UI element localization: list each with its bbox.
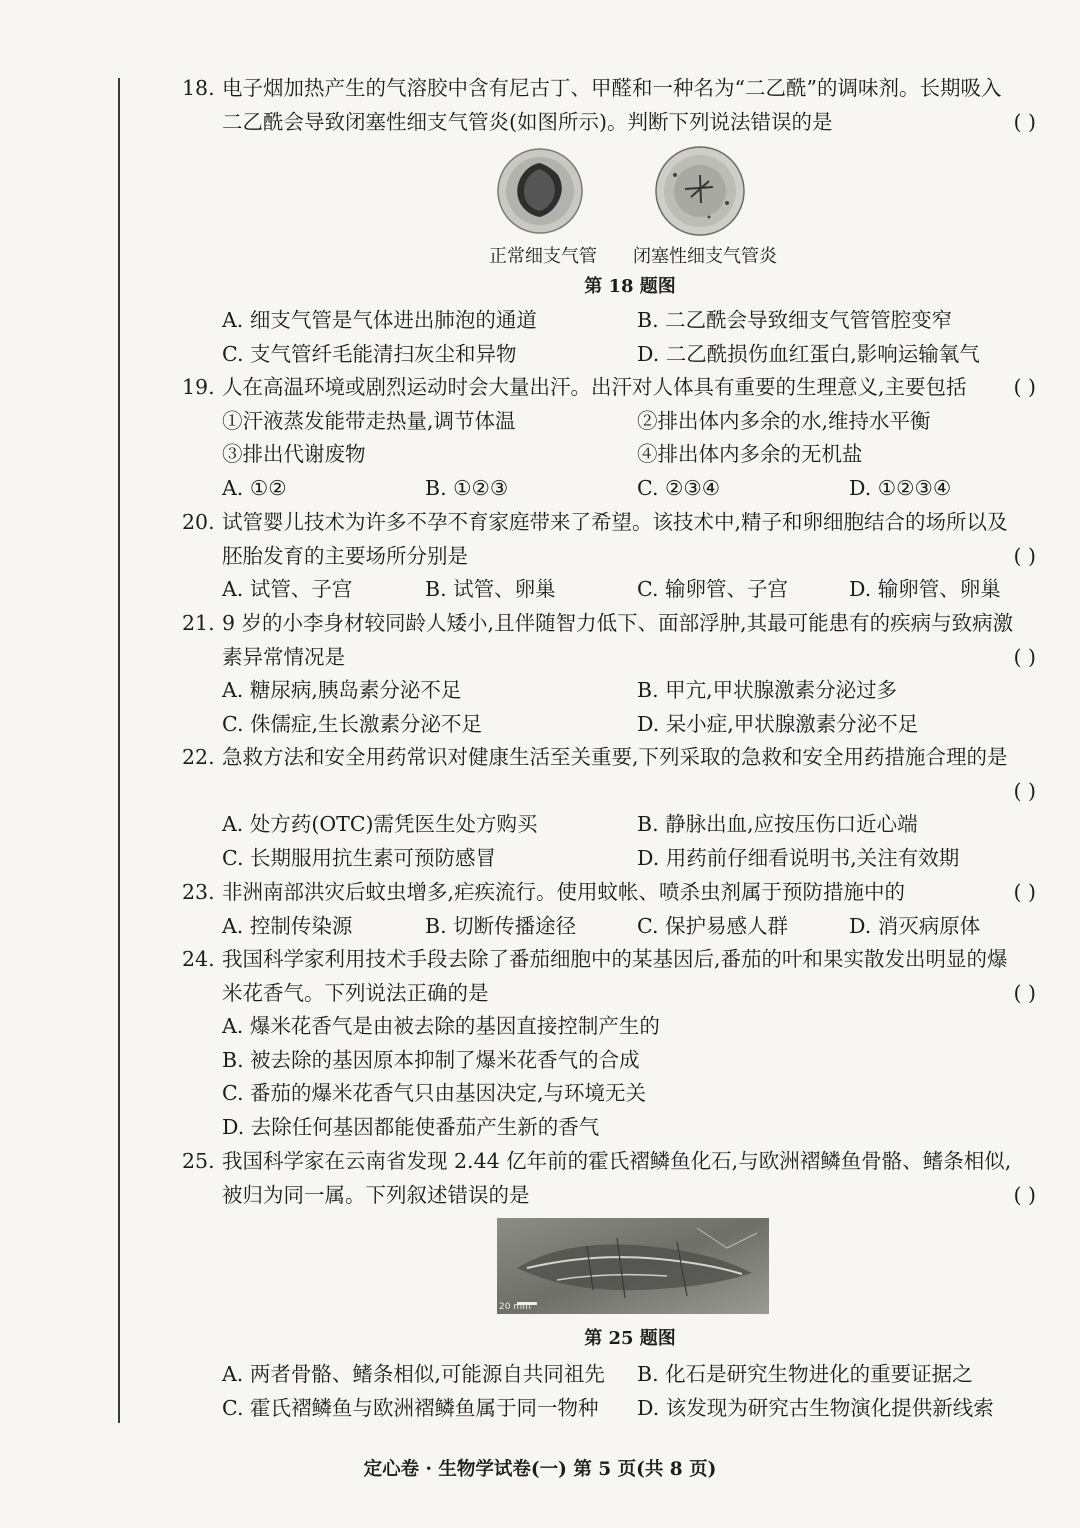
option-c[interactable]: C. 番茄的爆米花香气只由基因决定,与环境无关 [222, 1081, 647, 1105]
fossil-photo [497, 1218, 769, 1314]
answer-blank: ( ) [1013, 375, 1036, 399]
statement-1: ①汗液蒸发能带走热量,调节体温 [222, 408, 516, 433]
option-b[interactable]: B. 甲亢,甲状腺激素分泌过多 [637, 678, 898, 702]
option-c[interactable]: C. 支气管纤毛能清扫灰尘和异物 [222, 341, 517, 366]
option-c[interactable]: C. ②③④ [637, 475, 721, 500]
question-23 [182, 876, 1042, 943]
option-d[interactable]: D. 去除任何基因都能使番茄产生新的香气 [222, 1114, 600, 1139]
question-stem: 电子烟加热产生的气溶胶中含有尼古丁、甲醛和一种名为“二乙酰”的调味剂。长期吸入 [222, 76, 1002, 100]
statement-4: ④排出体内多余的无机盐 [637, 442, 863, 466]
question-20 [182, 506, 1042, 607]
option-d[interactable]: D. 消灭病原体 [849, 913, 981, 938]
question-number: 23. [182, 880, 215, 904]
question-19 [182, 371, 1042, 505]
question-number: 20. [182, 510, 215, 534]
question-stem-cont: 二乙酰会导致闭塞性细支气管炎(如图所示)。判断下列说法错误的是 [222, 109, 833, 134]
question-stem-cont: 胚胎发育的主要场所分别是 [222, 543, 468, 568]
option-d[interactable]: D. 输卵管、卵巢 [849, 577, 1001, 601]
answer-blank: ( ) [1013, 880, 1036, 904]
question-18 [182, 72, 1042, 139]
option-b[interactable]: B. 切断传播途径 [425, 913, 577, 938]
question-number: 22. [182, 745, 215, 769]
question-stem: 人在高温环境或剧烈运动时会大量出汗。出汗对人体具有重要的生理意义,主要包括 [222, 375, 967, 399]
option-d[interactable]: D. ①②③④ [849, 475, 952, 500]
question-number: 19. [182, 375, 215, 399]
figure-18-title: 第 18 题图 [584, 276, 676, 297]
answer-blank: ( ) [1013, 543, 1036, 568]
question-22 [182, 741, 1042, 875]
question-number: 21. [182, 611, 215, 635]
option-a[interactable]: A. 两者骨骼、鳍条相似,可能源自共同祖先 [222, 1362, 605, 1386]
answer-blank: ( ) [1013, 109, 1036, 134]
normal-bronchiole-image [498, 149, 582, 233]
option-c[interactable]: C. 长期服用抗生素可预防感冒 [222, 845, 496, 870]
option-a[interactable]: A. 糖尿病,胰岛素分泌不足 [222, 678, 462, 702]
question-25-options [182, 1358, 1042, 1425]
option-c[interactable]: C. 侏儒症,生长激素分泌不足 [222, 711, 483, 736]
figure-label-obstructed: 闭塞性细支气管炎 [633, 246, 777, 267]
answer-blank: ( ) [1013, 778, 1036, 803]
option-a[interactable]: A. ①② [222, 475, 287, 500]
option-b[interactable]: B. 二乙酰会导致细支气管管腔变窄 [637, 308, 953, 332]
option-b[interactable]: B. 被去除的基因原本抑制了爆米花香气的合成 [222, 1047, 640, 1072]
option-c[interactable]: C. 霍氏褶鳞鱼与欧洲褶鳞鱼属于同一物种 [222, 1395, 599, 1420]
obstructed-bronchiole-image [656, 147, 744, 235]
question-stem-cont: 素异常情况是 [222, 644, 345, 669]
question-stem: 我国科学家利用技术手段去除了番茄细胞中的某基因后,番茄的叶和果实散发出明显的爆 [222, 947, 1008, 971]
scale-bar-label: 20 mm [499, 1302, 531, 1312]
question-stem: 我国科学家在云南省发现 2.44 亿年前的霍氏褶鳞鱼化石,与欧洲褶鳞鱼骨骼、鳍条相似, [222, 1149, 1012, 1173]
question-21 [182, 607, 1042, 741]
page-footer: 定心卷 · 生物学试卷(一) 第 5 页(共 8 页) [363, 1459, 717, 1480]
question-stem: 急救方法和安全用药常识对健康生活至关重要,下列采取的急救和安全用药措施合理的是 [222, 745, 1008, 769]
answer-blank: ( ) [1013, 1182, 1036, 1207]
question-number: 25. [182, 1149, 215, 1173]
question-stem-cont: 被归为同一属。下列叙述错误的是 [222, 1182, 530, 1207]
bronchiole-figure [495, 145, 765, 240]
question-stem: 非洲南部洪灾后蚊虫增多,疟疾流行。使用蚊帐、喷杀虫剂属于预防措施中的 [222, 880, 906, 904]
option-a[interactable]: A. 控制传染源 [222, 913, 353, 938]
figure-25-title: 第 25 题图 [584, 1328, 676, 1349]
figure-label-normal: 正常细支气管 [489, 246, 597, 267]
left-margin-rule [118, 78, 120, 1423]
option-d[interactable]: D. 该发现为研究古生物演化提供新线索 [637, 1395, 994, 1420]
statement-3: ③排出代谢废物 [222, 442, 366, 466]
option-a[interactable]: A. 细支气管是气体进出肺泡的通道 [222, 308, 537, 332]
question-stem: 9 岁的小李身材较同龄人矮小,且伴随智力低下、面部浮肿,其最可能患有的疾病与致病激 [222, 611, 1014, 635]
question-stem-cont: 米花香气。下列说法正确的是 [222, 980, 489, 1005]
question-24 [182, 943, 1042, 1144]
answer-blank: ( ) [1013, 980, 1036, 1005]
option-b[interactable]: B. ①②③ [425, 475, 509, 500]
option-d[interactable]: D. 二乙酰损伤血红蛋白,影响运输氧气 [637, 341, 980, 366]
answer-blank: ( ) [1013, 644, 1036, 669]
statement-2: ②排出体内多余的水,维持水平衡 [637, 408, 931, 433]
option-b[interactable]: B. 试管、卵巢 [425, 577, 556, 601]
option-b[interactable]: B. 静脉出血,应按压伤口近心端 [637, 812, 918, 836]
option-a[interactable]: A. 爆米花香气是由被去除的基因直接控制产生的 [222, 1014, 660, 1038]
option-d[interactable]: D. 呆小症,甲状腺激素分泌不足 [637, 711, 919, 736]
question-stem: 试管婴儿技术为许多不孕不育家庭带来了希望。该技术中,精子和卵细胞结合的场所以及 [222, 510, 1008, 534]
option-b[interactable]: B. 化石是研究生物进化的重要证据之 [637, 1362, 973, 1386]
option-a[interactable]: A. 试管、子宫 [222, 577, 353, 601]
option-a[interactable]: A. 处方药(OTC)需凭医生处方购买 [222, 812, 538, 836]
option-c[interactable]: C. 输卵管、子宫 [637, 577, 788, 601]
question-number: 24. [182, 947, 215, 971]
question-number: 18. [182, 76, 215, 100]
question-25 [182, 1145, 1042, 1212]
question-18-options [182, 304, 1042, 371]
option-d[interactable]: D. 用药前仔细看说明书,关注有效期 [637, 845, 960, 870]
option-c[interactable]: C. 保护易感人群 [637, 913, 788, 938]
